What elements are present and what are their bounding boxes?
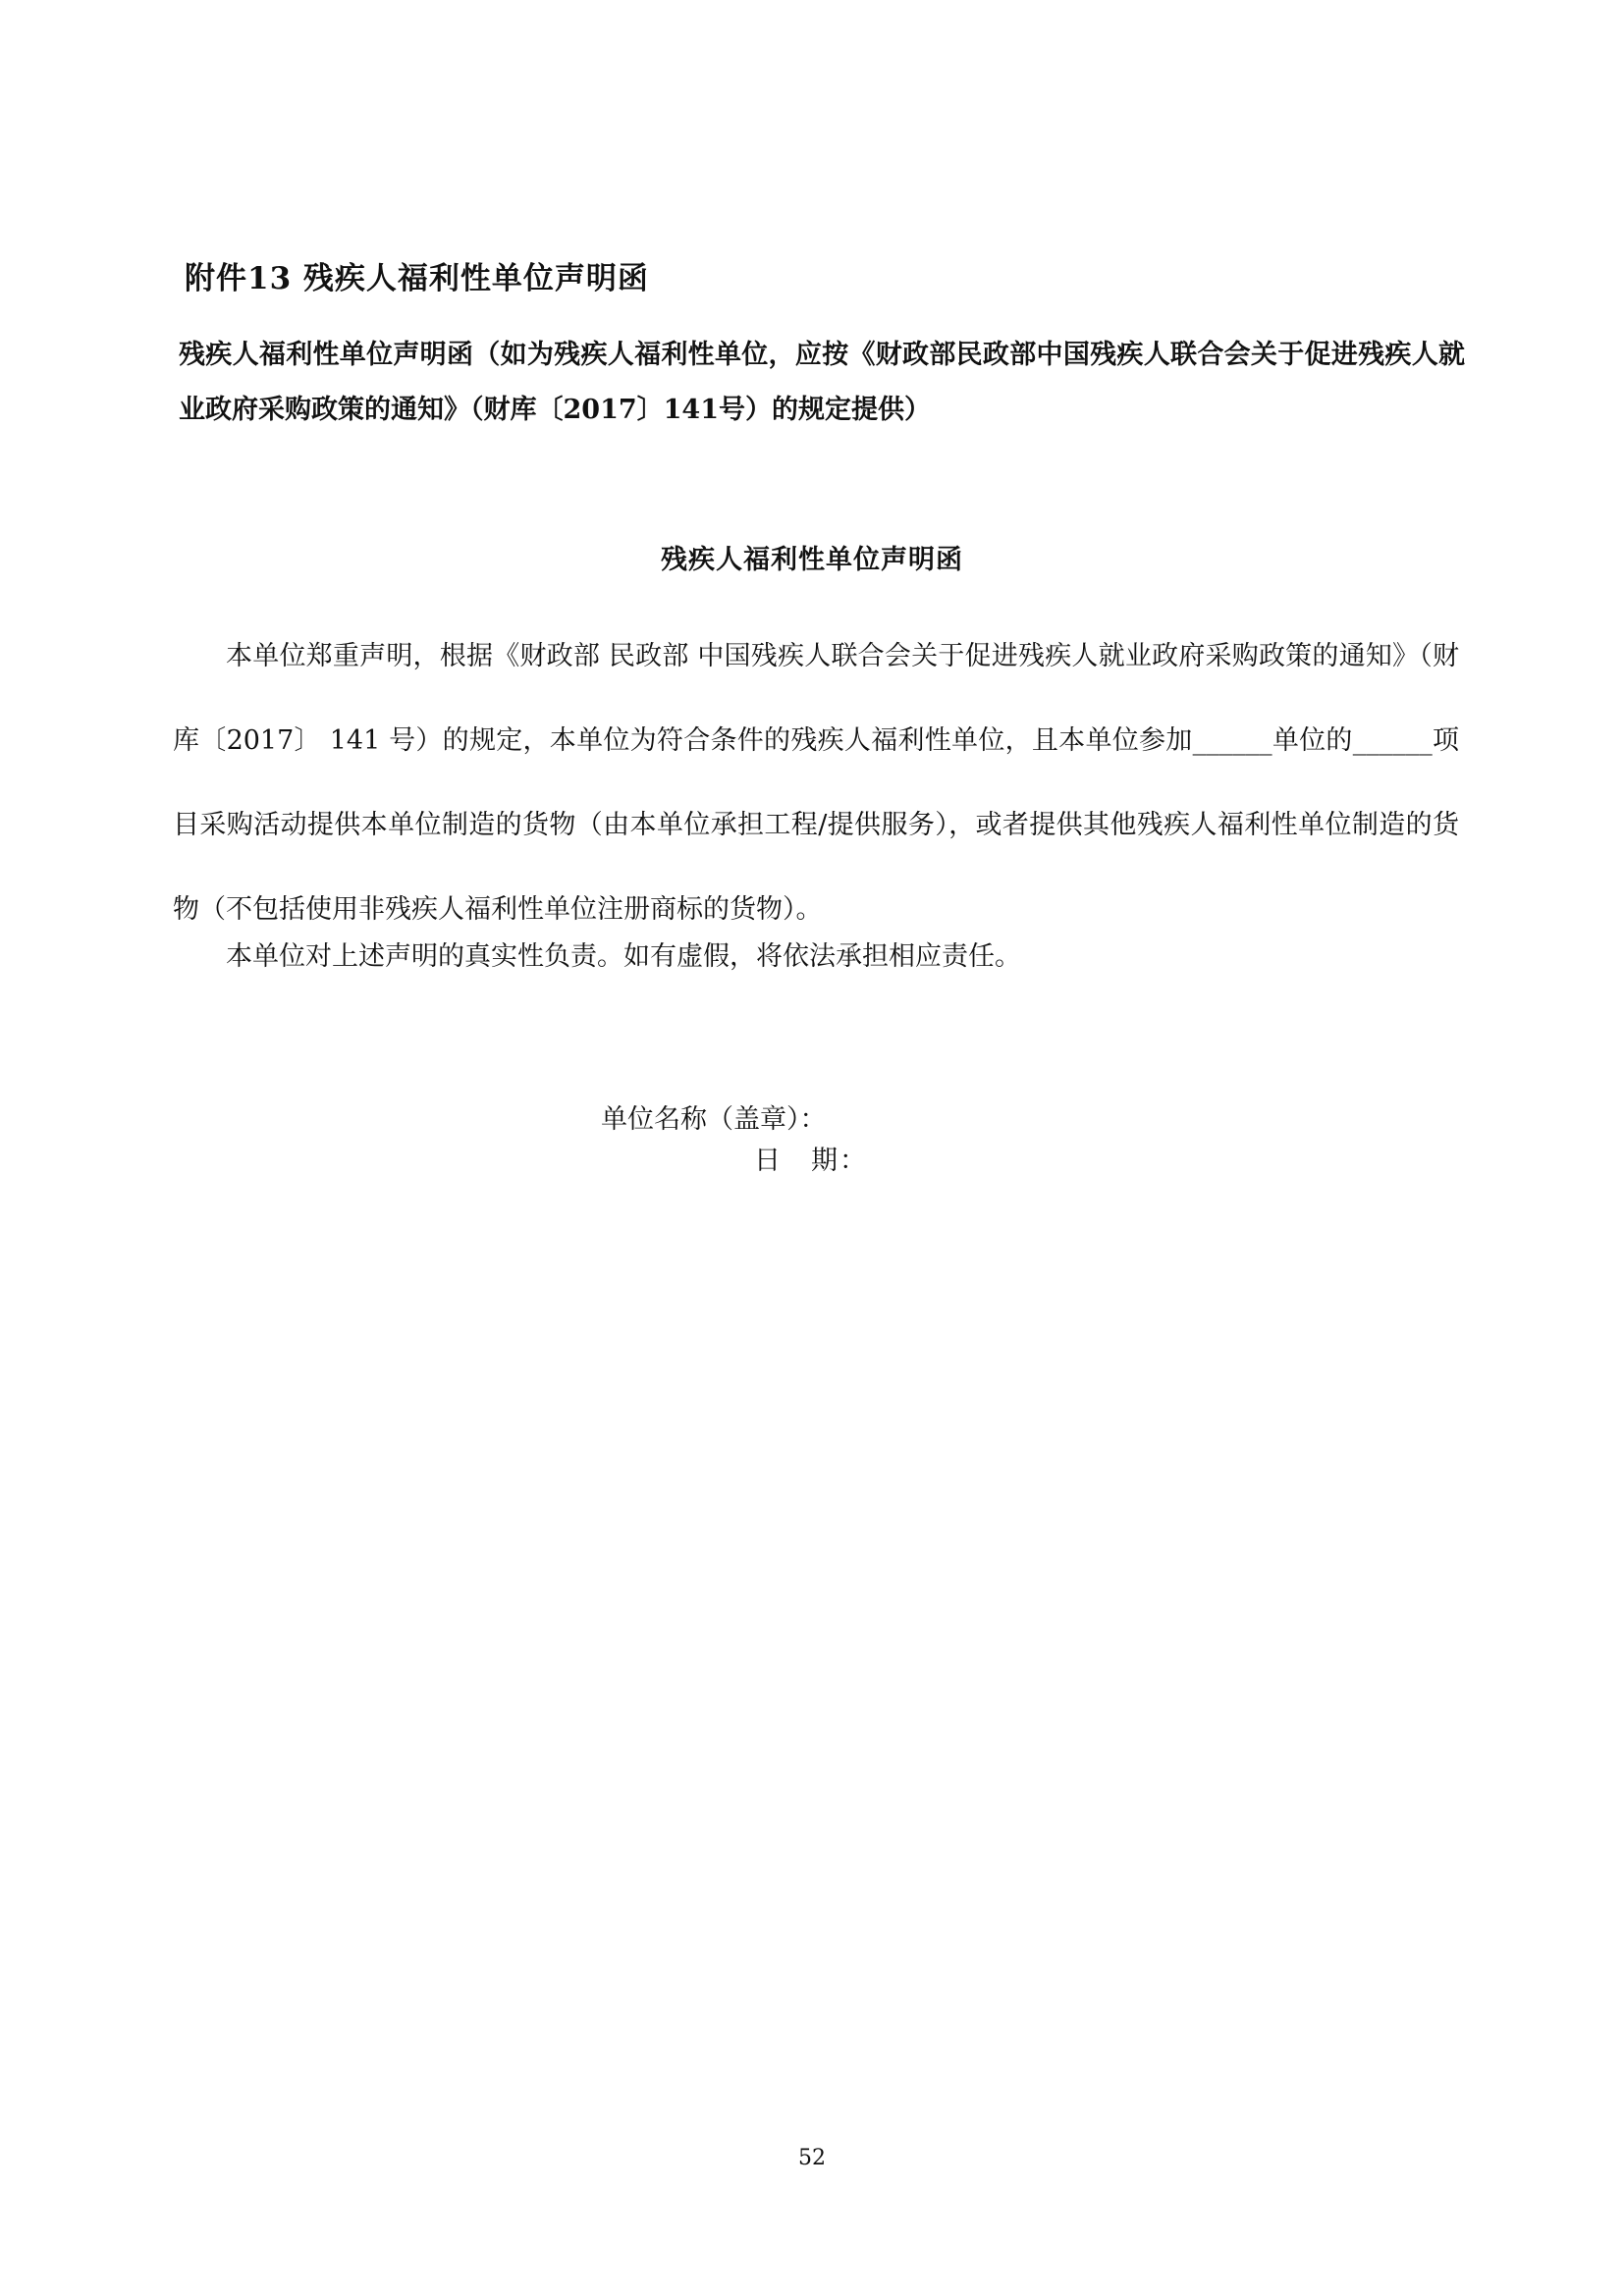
declaration-paragraph: 本单位郑重声明，根据《财政部 民政部 中国残疾人联合会关于促进残疾人就业政府采购政策的通知》（财库〔2017〕 141 号）的规定，本单位为符合条件的残疾人福利性单位，且本单位参加______单位的______项目采购活动提供本单位制造的货物（由本单位承担工程/提供服务），或者提供其他残疾人福利性单位制造的货物（不包括使用非残疾人福利性单位注册商标的货物）。 [173, 641, 1459, 925]
unit-name-label: 单位名称（盖章）： [601, 1104, 827, 1135]
page-number: 52 [798, 2146, 826, 2170]
attachment-title: 附件13 残疾人福利性单位声明函 [185, 261, 649, 296]
signature-block [601, 1099, 868, 1182]
date-label: 日 期： [754, 1146, 868, 1176]
responsibility-paragraph: 本单位对上述声明的真实性负责。如有虚假，将依法承担相应责任。 [226, 941, 1021, 972]
letter-title: 残疾人福利性单位声明函 [661, 545, 963, 575]
requirement-heading: 残疾人福利性单位声明函（如为残疾人福利性单位，应按《财政部民政部中国残疾人联合会关于促进残疾人就业政府采购政策的通知》（财库〔2017〕141号）的规定提供） [179, 340, 1465, 425]
